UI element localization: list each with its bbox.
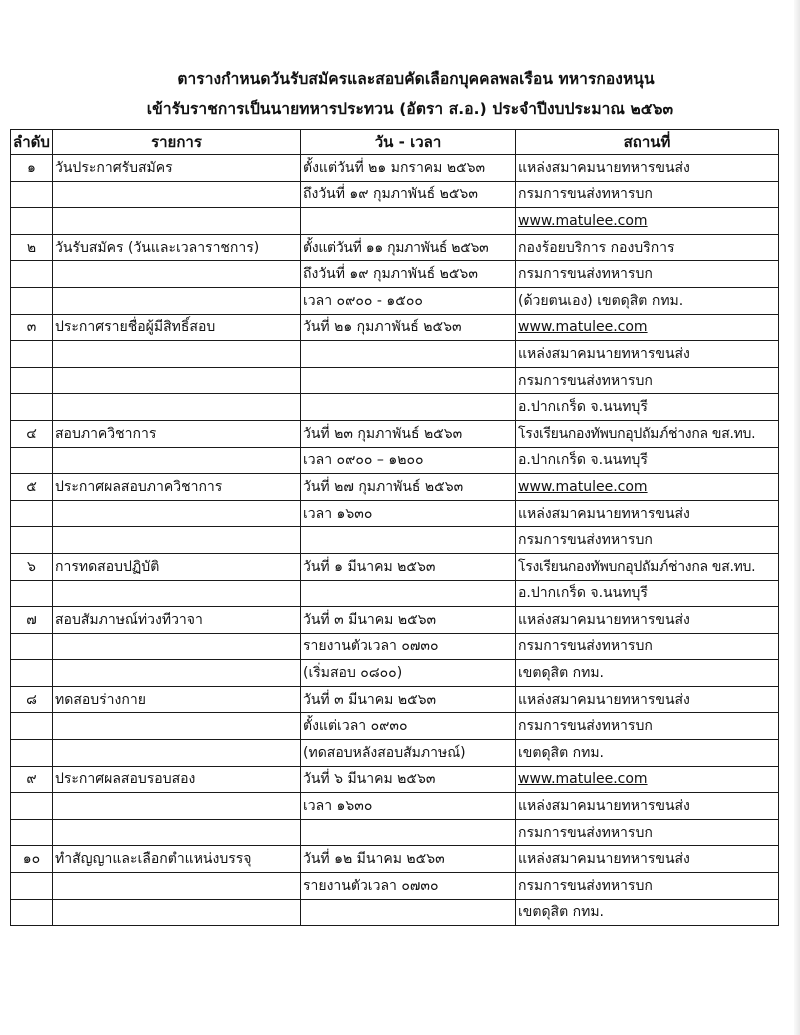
row-datetime — [301, 899, 516, 926]
row-number: ๑ — [11, 155, 53, 182]
row-number — [11, 500, 53, 527]
row-datetime: วันที่ ๒๑ กุมภาพันธ์ ๒๕๖๓ — [301, 314, 516, 341]
row-number — [11, 447, 53, 474]
row-datetime — [301, 527, 516, 554]
row-datetime: ตั้งแต่เวลา ๐๙๓๐ — [301, 713, 516, 740]
row-place — [516, 766, 779, 793]
row-item — [53, 713, 301, 740]
table-row — [11, 447, 779, 474]
row-number: ๙ — [11, 766, 53, 793]
row-datetime — [301, 367, 516, 394]
row-datetime: เวลา ๐๙๐๐ - ๑๕๐๐ — [301, 287, 516, 314]
row-datetime: เวลา ๑๖๓๐ — [301, 500, 516, 527]
table-row — [11, 500, 779, 527]
table-row — [11, 553, 779, 580]
table-row — [11, 660, 779, 687]
row-datetime: วันที่ ๑ มีนาคม ๒๕๖๓ — [301, 553, 516, 580]
table-row — [11, 474, 779, 501]
header-no: ลำดับ — [11, 130, 53, 155]
row-item — [53, 899, 301, 926]
row-item: สอบสัมภาษณ์ท่วงทีวาจา — [53, 607, 301, 634]
table-row — [11, 314, 779, 341]
row-place: เขตดุสิต กทม. — [516, 660, 779, 687]
row-item — [53, 580, 301, 607]
row-place: แหล่งสมาคมนายทหารขนส่ง — [516, 607, 779, 634]
row-datetime: ตั้งแต่วันที่ ๑๑ กุมภาพันธ์ ๒๕๖๓ — [301, 234, 516, 261]
row-place: (ด้วยตนเอง) เขตดุสิต กทม. — [516, 287, 779, 314]
row-item — [53, 394, 301, 421]
schedule-table — [10, 129, 779, 926]
row-place: แหล่งสมาคมนายทหารขนส่ง — [516, 846, 779, 873]
row-datetime — [301, 341, 516, 368]
row-datetime: วันที่ ๒๓ กุมภาพันธ์ ๒๕๖๓ — [301, 420, 516, 447]
row-datetime: ถึงวันที่ ๑๙ กุมภาพันธ์ ๒๕๖๓ — [301, 261, 516, 288]
row-place: กรมการขนส่งทหารบก — [516, 181, 779, 208]
table-row — [11, 580, 779, 607]
table-row — [11, 287, 779, 314]
row-number — [11, 873, 53, 900]
row-item: ทำสัญญาและเลือกตำแหน่งบรรจุ — [53, 846, 301, 873]
row-item: ประกาศผลสอบภาควิชาการ — [53, 474, 301, 501]
table-row — [11, 633, 779, 660]
row-datetime: วันที่ ๑๒ มีนาคม ๒๕๖๓ — [301, 846, 516, 873]
row-number — [11, 740, 53, 767]
row-place — [516, 474, 779, 501]
table-row — [11, 607, 779, 634]
row-place: เขตดุสิต กทม. — [516, 899, 779, 926]
table-row — [11, 686, 779, 713]
row-item: วันประกาศรับสมัคร — [53, 155, 301, 182]
row-item: ทดสอบร่างกาย — [53, 686, 301, 713]
row-place: แหล่งสมาคมนายทหารขนส่ง — [516, 793, 779, 820]
row-item — [53, 740, 301, 767]
row-datetime: รายงานตัวเวลา ๐๗๓๐ — [301, 873, 516, 900]
row-place: อ.ปากเกร็ด จ.นนทบุรี — [516, 447, 779, 474]
row-item — [53, 287, 301, 314]
website-link[interactable]: www.matulee.com — [518, 478, 648, 495]
table-body — [11, 155, 779, 926]
document-title-line-1: ตารางกำหนดวันรับสมัครและสอบคัดเลือกบุคคลพลเรือน ทหารกองหนุน — [177, 70, 655, 88]
row-item: วันรับสมัคร (วันและเวลาราชการ) — [53, 234, 301, 261]
table-header-row — [11, 130, 779, 155]
row-place — [516, 314, 779, 341]
row-place: กรมการขนส่งทหารบก — [516, 633, 779, 660]
table-row — [11, 713, 779, 740]
website-link[interactable]: www.matulee.com — [518, 319, 648, 336]
row-datetime: ตั้งแต่วันที่ ๒๑ มกราคม ๒๕๖๓ — [301, 155, 516, 182]
row-number — [11, 261, 53, 288]
header-item: รายการ — [53, 130, 301, 155]
row-item — [53, 261, 301, 288]
row-item: การทดสอบปฏิบัติ — [53, 553, 301, 580]
row-datetime: วันที่ ๒๗ กุมภาพันธ์ ๒๕๖๓ — [301, 474, 516, 501]
table-row — [11, 846, 779, 873]
table-row — [11, 740, 779, 767]
row-datetime: วันที่ ๓ มีนาคม ๒๕๖๓ — [301, 607, 516, 634]
row-number — [11, 367, 53, 394]
table-row — [11, 793, 779, 820]
row-number — [11, 580, 53, 607]
table-row — [11, 420, 779, 447]
header-place: สถานที่ — [516, 130, 779, 155]
row-place: กรมการขนส่งทหารบก — [516, 261, 779, 288]
row-item: ประกาศรายชื่อผู้มีสิทธิ์สอบ — [53, 314, 301, 341]
row-item — [53, 181, 301, 208]
row-datetime: (ทดสอบหลังสอบสัมภาษณ์) — [301, 740, 516, 767]
table-row — [11, 367, 779, 394]
row-item — [53, 447, 301, 474]
row-item — [53, 367, 301, 394]
row-item — [53, 873, 301, 900]
row-item — [53, 527, 301, 554]
row-number — [11, 660, 53, 687]
row-item — [53, 660, 301, 687]
row-place: แหล่งสมาคมนายทหารขนส่ง — [516, 500, 779, 527]
row-number — [11, 819, 53, 846]
row-place: แหล่งสมาคมนายทหารขนส่ง — [516, 686, 779, 713]
table-row — [11, 527, 779, 554]
table-row — [11, 394, 779, 421]
row-place: เขตดุสิต กทม. — [516, 740, 779, 767]
document-title-line-2: เข้ารับราชการเป็นนายทหารประทวน (อัตรา ส.อ.) ประจำปีงบประมาณ ๒๕๖๓ — [146, 100, 674, 118]
table-row — [11, 234, 779, 261]
row-number: ๓ — [11, 314, 53, 341]
row-place: กรมการขนส่งทหารบก — [516, 527, 779, 554]
row-number — [11, 899, 53, 926]
row-datetime — [301, 819, 516, 846]
website-link[interactable]: www.matulee.com — [518, 212, 648, 229]
row-datetime — [301, 208, 516, 235]
table-row — [11, 341, 779, 368]
row-number — [11, 394, 53, 421]
row-place: แหล่งสมาคมนายทหารขนส่ง — [516, 155, 779, 182]
row-number: ๑๐ — [11, 846, 53, 873]
row-datetime: เวลา ๑๖๓๐ — [301, 793, 516, 820]
row-number — [11, 713, 53, 740]
row-number: ๗ — [11, 607, 53, 634]
row-number: ๘ — [11, 686, 53, 713]
website-link[interactable]: www.matulee.com — [518, 771, 648, 788]
row-datetime — [301, 394, 516, 421]
table-row — [11, 155, 779, 182]
table-row — [11, 766, 779, 793]
row-datetime: วันที่ ๓ มีนาคม ๒๕๖๓ — [301, 686, 516, 713]
table-row — [11, 261, 779, 288]
row-place: กองร้อยบริการ กองบริการ — [516, 234, 779, 261]
row-item: ประกาศผลสอบรอบสอง — [53, 766, 301, 793]
page-edge-shadow — [794, 0, 800, 1035]
row-item — [53, 208, 301, 235]
row-place — [516, 208, 779, 235]
header-datetime: วัน - เวลา — [301, 130, 516, 155]
row-number — [11, 341, 53, 368]
row-datetime: รายงานตัวเวลา ๐๗๓๐ — [301, 633, 516, 660]
row-number: ๔ — [11, 420, 53, 447]
table-row — [11, 208, 779, 235]
row-number — [11, 181, 53, 208]
row-datetime: ถึงวันที่ ๑๙ กุมภาพันธ์ ๒๕๖๓ — [301, 181, 516, 208]
row-place: กรมการขนส่งทหารบก — [516, 873, 779, 900]
row-place: โรงเรียนกองทัพบกอุปถัมภ์ช่างกล ขส.ทบ. — [516, 420, 779, 447]
row-number — [11, 208, 53, 235]
row-number: ๕ — [11, 474, 53, 501]
row-place: แหล่งสมาคมนายทหารขนส่ง — [516, 341, 779, 368]
row-item: สอบภาควิชาการ — [53, 420, 301, 447]
row-datetime: เวลา ๐๙๐๐ – ๑๒๐๐ — [301, 447, 516, 474]
row-datetime — [301, 580, 516, 607]
row-place: กรมการขนส่งทหารบก — [516, 819, 779, 846]
row-number — [11, 527, 53, 554]
row-item — [53, 819, 301, 846]
row-item — [53, 341, 301, 368]
row-datetime: วันที่ ๖ มีนาคม ๒๕๖๓ — [301, 766, 516, 793]
row-item — [53, 793, 301, 820]
table-row — [11, 181, 779, 208]
row-place: โรงเรียนกองทัพบกอุปถัมภ์ช่างกล ขส.ทบ. — [516, 553, 779, 580]
row-number: ๖ — [11, 553, 53, 580]
row-place: กรมการขนส่งทหารบก — [516, 713, 779, 740]
table-row — [11, 819, 779, 846]
row-place: อ.ปากเกร็ด จ.นนทบุรี — [516, 580, 779, 607]
row-item — [53, 500, 301, 527]
row-number — [11, 287, 53, 314]
table-row — [11, 873, 779, 900]
row-place: กรมการขนส่งทหารบก — [516, 367, 779, 394]
row-number — [11, 793, 53, 820]
table-row — [11, 899, 779, 926]
row-number: ๒ — [11, 234, 53, 261]
row-datetime: (เริ่มสอบ ๐๘๐๐) — [301, 660, 516, 687]
row-number — [11, 633, 53, 660]
row-item — [53, 633, 301, 660]
row-place: อ.ปากเกร็ด จ.นนทบุรี — [516, 394, 779, 421]
